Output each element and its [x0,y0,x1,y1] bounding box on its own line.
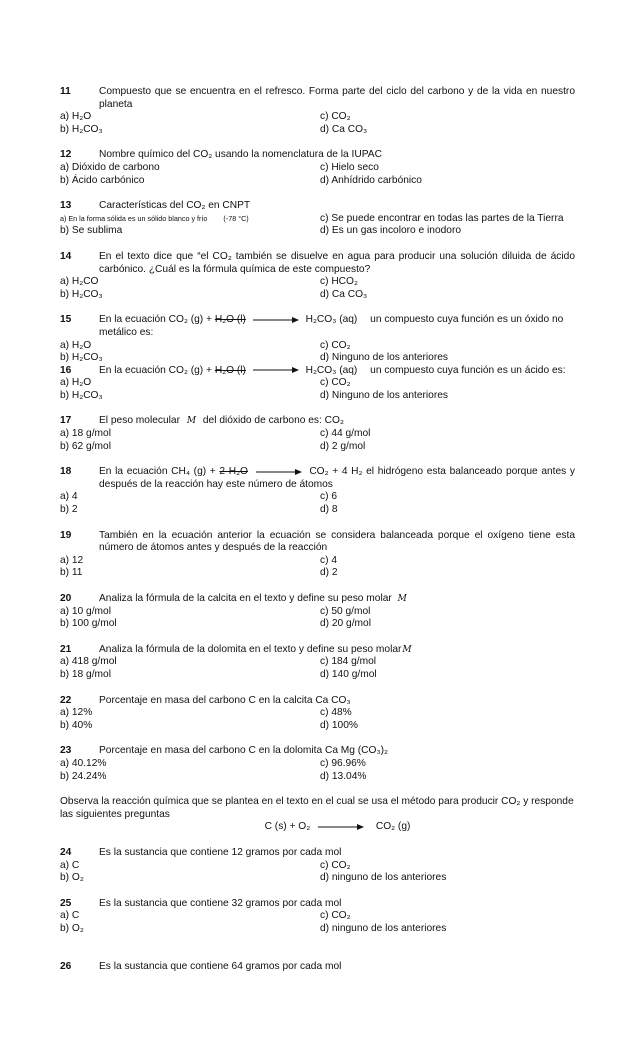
option-c: c) 44 g/mol [320,428,371,440]
option-d: d) Anhídrido carbónico [320,174,422,186]
option-b: b) O₂ [60,922,84,934]
option-d: d) 140 g/mol [320,668,377,680]
option-b: b) 24.24% [60,770,107,782]
question-24 [60,847,575,885]
equation-product: H₂CO₃ (aq) [305,364,358,376]
option-a: a) 12 [60,554,84,566]
option-b: b) H₂CO₃ [60,288,103,300]
question-26 [60,961,575,974]
question-12 [60,149,575,187]
question-19 [60,530,575,580]
option-d: d) ninguno de los anteriores [320,922,447,934]
option-b: b) H₂CO₃ [60,123,103,135]
option-d: d) 2 g/mol [320,440,366,452]
option-a: a) C [60,859,80,871]
molar-mass-symbol: M [402,644,412,655]
question-11 [60,86,575,136]
option-c: c) 6 [320,491,337,503]
question-stem: Compuesto que se encuentra en el refresco. Forma parte del ciclo del carbono y de la vida en nuestro planeta [99,86,575,110]
option-a: a) H₂O [60,111,92,123]
option-a: a) H₂O [60,377,92,389]
option-a: a) H₂CO [60,276,99,288]
question-number: 16 [60,364,72,376]
option-a: a) C [60,910,80,922]
question-17 [60,415,575,453]
question-stem: Analiza la fórmula de la dolomita en el texto y define su peso molar [99,643,402,655]
question-22 [60,695,575,733]
question-number: 24 [60,846,72,858]
question-stem-start: El peso molecular [99,415,180,427]
question-number: 15 [60,314,72,326]
option-d: d) Ninguno de los anteriores [320,389,448,401]
option-c: c) 48% [320,707,352,719]
reaction-intro [60,796,575,834]
option-c: c) HCO₂ [320,276,358,288]
option-c: c) 96.96% [320,757,366,769]
option-a: a) 4 [60,491,78,503]
option-b: b) Se sublima [60,225,123,237]
option-d: d) 13.04% [320,770,367,782]
equation-product: CO₂ (g) [375,821,411,833]
question-stem: Es la sustancia que contiene 64 gramos por cada mol [99,961,342,973]
question-number: 12 [60,149,72,161]
question-stem: Analiza la fórmula de la calcita en el texto y define su peso molar [99,593,392,604]
question-stem: Es la sustancia que contiene 32 gramos por cada mol [99,897,342,909]
option-c: c) Hielo seco [320,161,379,173]
option-d: d) Es un gas incoloro e inodoro [320,225,462,237]
question-stem-end: del dióxido de carbono es: CO₂ [202,415,344,427]
question-stem: un compuesto cuya función es un ácido es: [370,364,566,376]
question-number: 26 [60,961,72,973]
question-stem: Porcentaje en masa del carbono C en la dolomita Ca Mg (CO₃)₂ [99,745,388,757]
option-a [60,213,320,226]
question-number: 25 [60,897,72,909]
reaction-arrow-icon [253,366,299,374]
question-stem: un compuesto cuya función es un óxido no metálico es: [99,314,564,338]
reaction-equation [100,821,575,834]
option-b: b) O₂ [60,872,84,884]
question-number: 14 [60,250,72,262]
question-stem: Características del CO₂ en CNPT [99,200,251,212]
question-13 [60,200,575,238]
option-c: c) CO₂ [320,111,351,123]
question-number: 19 [60,529,72,541]
molar-mass-symbol: M [186,416,197,427]
question-number: 13 [60,200,72,212]
question-number: 22 [60,694,72,706]
option-a: a) 10 g/mol [60,605,111,617]
equation-reactants: En la ecuación CO₂ (g) + [99,314,212,326]
option-d: d) 2 [320,567,338,579]
question-number: 11 [60,86,71,97]
question-stem: Porcentaje en masa del carbono C en la calcita Ca CO₃ [99,694,351,706]
question-21 [60,644,575,682]
exam-page [60,86,575,987]
option-a-temperature: (-78 °C) [223,213,249,223]
reaction-arrow-icon [317,823,365,831]
equation-water-struck: 2 H₂O [219,466,248,478]
option-a: a) H₂O [60,339,92,351]
question-stem: En el texto dice que “el CO₂ también se disuelve en agua para producir una solución diluida de ácido carbónico. ¿Cuál es la fórmula química de este compuesto? [99,250,575,275]
question-15 [60,314,575,364]
question-number: 23 [60,745,72,757]
option-a: a) 40.12% [60,757,107,769]
option-c: c) 184 g/mol [320,656,377,668]
question-stem: Es la sustancia que contiene 12 gramos por cada mol [99,846,342,858]
option-d: d) Ninguno de los anteriores [320,352,448,364]
equation-water-struck: H₂O (l) [214,364,246,376]
question-number: 18 [60,466,72,478]
option-c: c) CO₂ [320,910,351,922]
question-20 [60,593,575,631]
option-c: c) Se puede encontrar en todas las partes de la Tierra [320,212,564,224]
equation-reactants: En la ecuación CO₂ (g) + [99,364,212,376]
question-16 [60,365,575,403]
question-stem: Nombre químico del CO₂ usando la nomenclatura de la IUPAC [99,149,382,161]
option-b: b) 40% [60,719,93,731]
option-c: c) 50 g/mol [320,605,371,617]
option-a: a) Dióxido de carbono [60,161,160,173]
option-d: d) 8 [320,504,338,516]
option-c: c) 4 [320,554,337,566]
option-d: d) Ca CO₃ [320,288,368,300]
equation-water-struck: H₂O (l) [214,314,246,326]
option-d: d) 100% [320,719,358,731]
option-c: c) CO₂ [320,859,351,871]
equation-product: H₂CO₃ (aq) [305,314,358,326]
question-number: 21 [60,643,72,655]
intro-text: Observa la reacción química que se plantea en el texto en el cual se usa el método para producir CO₂ y responde las siguientes preguntas [60,796,574,820]
option-b: b) 2 [60,504,78,516]
option-d: d) ninguno de los anteriores [320,872,447,884]
question-23 [60,745,575,783]
option-b: b) H₂CO₃ [60,352,103,364]
question-number: 17 [60,415,72,427]
reaction-arrow-icon [253,316,299,324]
equation-reactants: C (s) + O₂ [264,821,311,833]
option-a: a) 418 g/mol [60,656,117,668]
question-stem: CO₂ + 4 H₂ el hidrógeno esta balanceado porque antes y después de la reacción hay este número de átomos [99,466,575,490]
molar-mass-symbol: M [397,594,407,604]
question-stem: También en la ecuación anterior la ecuación se considera balanceada porque el oxígeno tiene esta número de átomos antes y después de la reacción [99,529,575,554]
option-c: c) CO₂ [320,339,351,351]
question-14 [60,251,575,301]
option-a-text: a) En la forma sólida es un sólido blanco y frío [60,213,208,223]
equation-reactants: En la ecuación CH₄ (g) + [99,466,216,478]
option-a: a) 12% [60,707,93,719]
option-b: b) 62 g/mol [60,440,111,452]
option-a: a) 18 g/mol [60,428,111,440]
question-number: 20 [60,593,72,604]
option-b: b) 11 [60,567,83,579]
option-b: b) 18 g/mol [60,668,111,680]
question-25 [60,898,575,936]
question-18 [60,466,575,516]
option-d: d) 20 g/mol [320,618,371,630]
option-b: b) Ácido carbónico [60,174,145,186]
reaction-arrow-icon [256,468,302,476]
option-b: b) H₂CO₃ [60,389,103,401]
option-b: b) 100 g/mol [60,618,117,630]
option-c: c) CO₂ [320,377,351,389]
option-d: d) Ca CO₃ [320,123,368,135]
